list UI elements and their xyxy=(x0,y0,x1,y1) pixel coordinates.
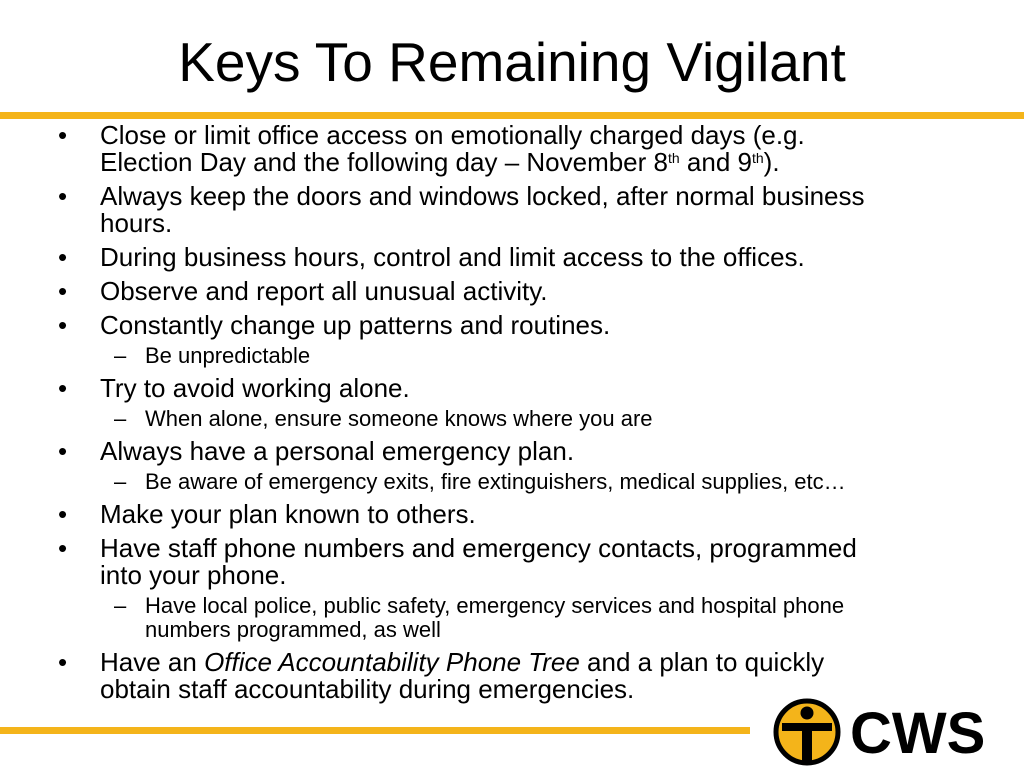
bullet-text: Have staff phone numbers and emergency contacts, programmed xyxy=(100,533,857,563)
bullet-marker: • xyxy=(58,499,68,529)
bullet-text: into your phone. xyxy=(100,560,287,590)
sub-marker: – xyxy=(114,406,127,431)
bullet-text: Always keep the doors and windows locked, after normal business xyxy=(100,181,865,211)
bullet-marker: • xyxy=(58,276,68,306)
sub-list xyxy=(100,344,958,368)
slide-title: Keys To Remaining Vigilant xyxy=(178,31,846,93)
bullet-text: Try to avoid working alone. xyxy=(100,373,410,403)
bullet-item xyxy=(58,183,958,237)
sub-text: Have local police, public safety, emergency services and hospital phone xyxy=(145,593,845,618)
bullet-text: Always have a personal emergency plan. xyxy=(100,436,575,466)
sub-marker: – xyxy=(114,469,127,494)
sub-item xyxy=(100,407,958,431)
bullet-text: Election Day and the following day – November 8th and 9th). xyxy=(100,147,780,177)
sub-list xyxy=(100,594,958,642)
bottom-accent-bar xyxy=(0,727,750,734)
bullet-item xyxy=(58,375,958,431)
sub-marker: – xyxy=(114,343,127,368)
sub-item xyxy=(100,470,958,494)
cws-logo xyxy=(772,697,1016,767)
bullet-item xyxy=(58,535,958,642)
sub-item xyxy=(100,344,958,368)
phone-tree-emphasis: Office Accountability Phone Tree xyxy=(204,647,580,677)
bullet-marker: • xyxy=(58,373,68,403)
top-accent-bar xyxy=(0,112,1024,119)
bullet-marker: • xyxy=(58,310,68,340)
bullet-marker: • xyxy=(58,436,68,466)
bullet-item xyxy=(58,501,958,528)
bullet-item xyxy=(58,312,958,368)
bullet-item xyxy=(58,438,958,494)
sub-list xyxy=(100,407,958,431)
bullet-text: Have an Office Accountability Phone Tree and a plan to quickly xyxy=(100,647,825,677)
bullet-item xyxy=(58,122,958,176)
sub-text: When alone, ensure someone knows where you are xyxy=(145,406,653,431)
bullet-item xyxy=(58,278,958,305)
bullet-list xyxy=(58,122,958,710)
sub-list xyxy=(100,470,958,494)
sub-text: Be aware of emergency exits, fire extinguishers, medical supplies, etc… xyxy=(145,469,846,494)
bullet-marker: • xyxy=(58,181,68,211)
cws-figure-icon xyxy=(776,701,838,763)
bullet-marker: • xyxy=(58,242,68,272)
bullet-text: Constantly change up patterns and routines. xyxy=(100,310,611,340)
bullet-marker: • xyxy=(58,120,68,150)
bullet-text: Make your plan known to others. xyxy=(100,499,476,529)
bullet-item xyxy=(58,244,958,271)
sub-text: numbers programmed, as well xyxy=(145,617,441,642)
bullet-text: Close or limit office access on emotionally charged days (e.g. xyxy=(100,120,805,150)
bullet-text: Observe and report all unusual activity. xyxy=(100,276,548,306)
sub-marker: – xyxy=(114,593,127,618)
sub-item xyxy=(100,594,958,642)
bullet-marker: • xyxy=(58,533,68,563)
cws-logo-text: CWS xyxy=(850,701,986,766)
bullet-text: obtain staff accountability during emergencies. xyxy=(100,674,635,704)
bullet-item xyxy=(58,649,958,703)
sub-text: Be unpredictable xyxy=(145,343,311,368)
bullet-text: During business hours, control and limit access to the offices. xyxy=(100,242,805,272)
bullet-marker: • xyxy=(58,647,68,677)
bullet-text: hours. xyxy=(100,208,173,238)
